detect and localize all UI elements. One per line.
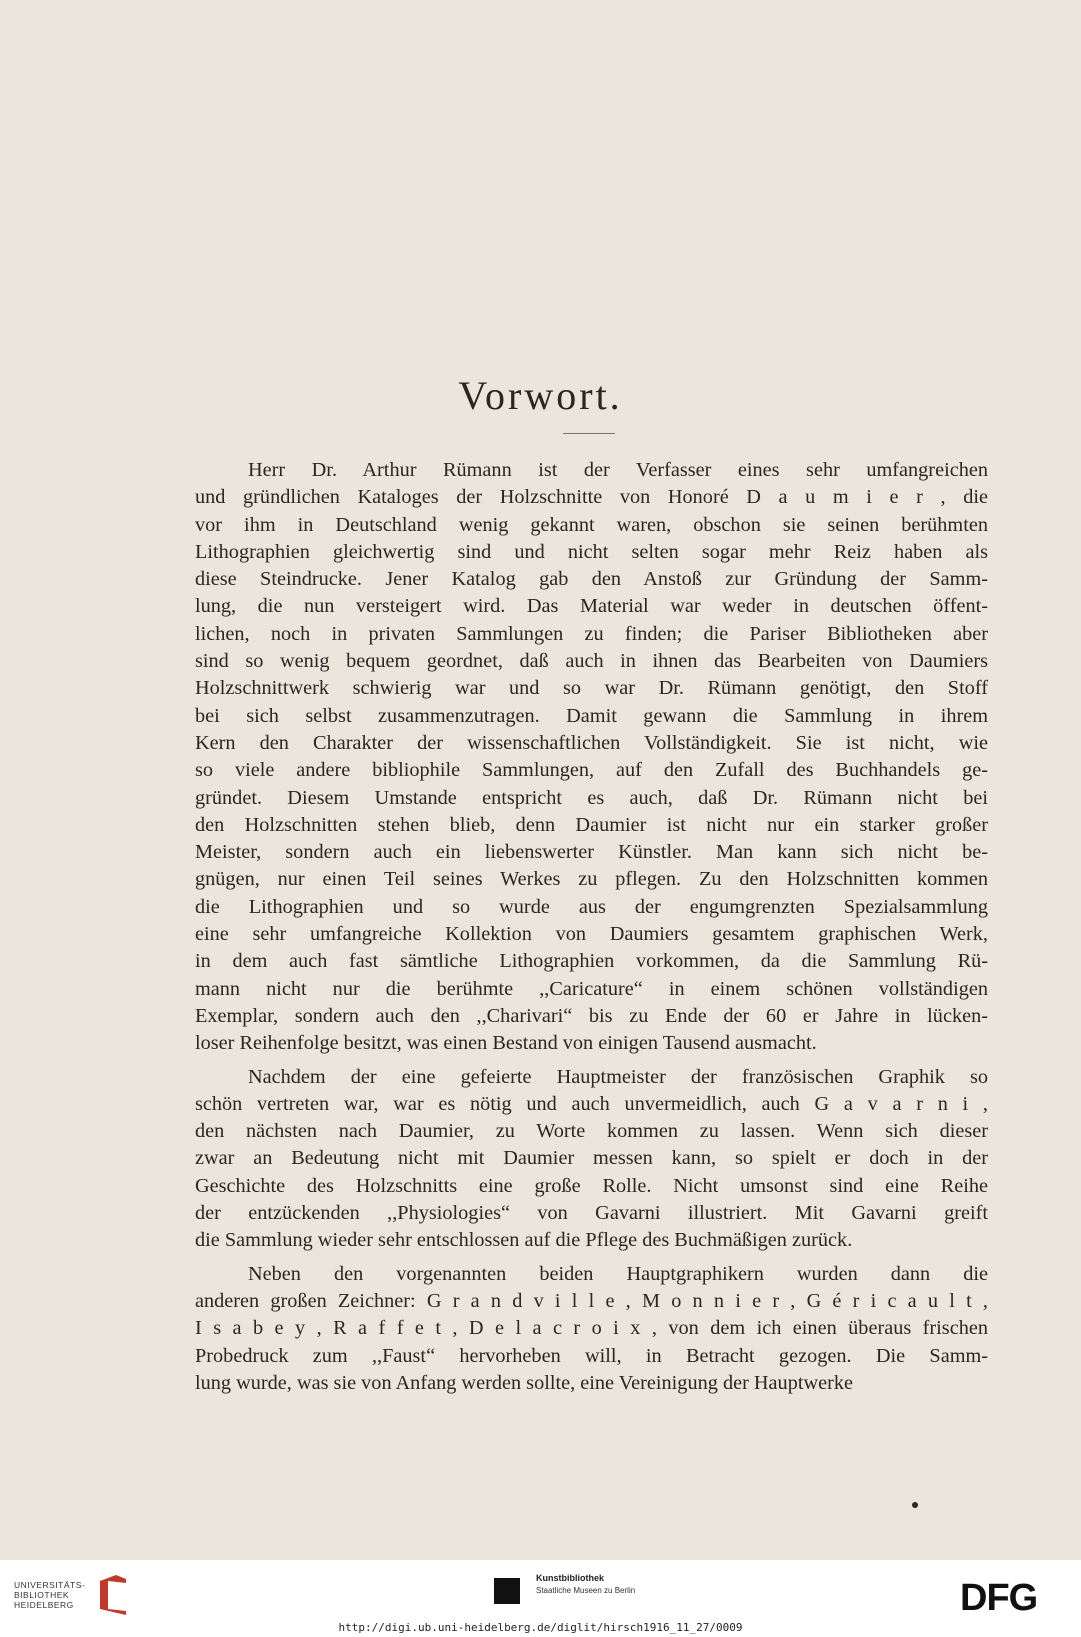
text-line: loser Reihenfolge besitzt, was einen Bestand von einigen Tausend ausmacht. bbox=[195, 1032, 817, 1055]
text-line: zwar an Bedeutung nicht mit Daumier messen kann, so spielt er doch in der bbox=[195, 1147, 988, 1170]
kunstbibliothek-name: Kunstbibliothek bbox=[536, 1573, 604, 1583]
paragraph-2 bbox=[195, 1064, 988, 1261]
text-line: gnügen, nur einen Teil seines Werkes zu pflegen. Zu den Holzschnitten kommen bbox=[195, 868, 988, 891]
text-line: diese Steindrucke. Jener Katalog gab den Anstoß zur Gründung der Samm- bbox=[195, 568, 988, 591]
kunstbibliothek-logo-icon bbox=[494, 1578, 520, 1604]
text-line: Holzschnittwerk schwierig war und so war Dr. Rümann genötigt, den Stoff bbox=[195, 677, 988, 700]
title-rule bbox=[563, 433, 615, 434]
text-line: lichen, noch in privaten Sammlungen zu finden; die Pariser Bibliotheken aber bbox=[195, 622, 988, 645]
text-line: Exemplar, sondern auch den ,,Charivari“ bis zu Ende der 60 er Jahre in lücken- bbox=[195, 1004, 988, 1027]
dfg-logo: DFG bbox=[960, 1577, 1038, 1619]
text-line: I s a b e y , R a f f e t , D e l a c r o i x , von dem ich einen überaus frischen bbox=[195, 1317, 988, 1340]
text-line: Herr Dr. Arthur Rümann ist der Verfasser eines sehr umfangreichen bbox=[248, 459, 988, 481]
university-logo-icon bbox=[96, 1571, 130, 1617]
page-title: Vorwort. bbox=[458, 373, 623, 418]
text-line: lung wurde, was sie von Anfang werden sollte, eine Vereinigung der Hauptwerke bbox=[195, 1371, 854, 1394]
text-line: schön vertreten war, war es nötig und auch unvermeidlich, auch G a v a r n i , bbox=[195, 1092, 988, 1115]
kunstbibliothek-label bbox=[536, 1573, 635, 1595]
text-line: Kern den Charakter der wissenschaftlichen Vollständigkeit. Sie ist nicht, wie bbox=[195, 731, 988, 754]
text-line: Lithographien gleichwertig sind und nicht selten sogar mehr Reiz haben als bbox=[195, 540, 988, 563]
paragraph-3 bbox=[195, 1261, 988, 1397]
text-line: und gründlichen Kataloges der Holzschnitte von Honoré D a u m i e r , die bbox=[195, 486, 988, 509]
text-line: Neben den vorgenannten beiden Hauptgraphikern wurden dann die bbox=[248, 1262, 988, 1285]
text-line: anderen großen Zeichner: G r a n d v i l l e , M o n n i e r , G é r i c a u l t , bbox=[195, 1289, 988, 1312]
uni-line-2: BIBLIOTHEK bbox=[14, 1590, 70, 1600]
text-line: die Lithographien und so wurde aus der engumgrenzten Spezialsammlung bbox=[195, 895, 988, 918]
ink-dot bbox=[912, 1502, 918, 1508]
kunstbibliothek-subtitle: Staatliche Museen zu Berlin bbox=[536, 1586, 636, 1595]
text-line: mann nicht nur die berühmte ,,Caricature“ in einem schönen vollständigen bbox=[195, 977, 988, 1000]
text-line: eine sehr umfangreiche Kollektion von Daumiers gesamtem graphischen Werk, bbox=[195, 923, 988, 946]
text-line: der entzückenden ,,Physiologies“ von Gavarni illustriert. Mit Gavarni greift bbox=[195, 1202, 988, 1225]
text-line: gründet. Diesem Umstande entspricht es auch, daß Dr. Rümann nicht bei bbox=[195, 786, 988, 809]
text-line: in dem auch fast sämtliche Lithographien vorkommen, da die Sammlung Rü- bbox=[195, 950, 988, 973]
text-line: den nächsten nach Daumier, zu Worte kommen zu lassen. Wenn sich dieser bbox=[195, 1120, 988, 1143]
text-line: bei sich selbst zusammenzutragen. Damit gewann die Sammlung in ihrem bbox=[195, 704, 988, 727]
text-line: Geschichte des Holzschnitts eine große Rolle. Nicht umsonst sind eine Reihe bbox=[195, 1174, 988, 1197]
uni-line-1: UNIVERSITÄTS- bbox=[14, 1580, 86, 1590]
text-line: Nachdem der eine gefeierte Hauptmeister der französischen Graphik so bbox=[248, 1065, 988, 1088]
paragraph-1 bbox=[195, 457, 988, 1064]
text-line: Probedruck zum ,,Faust“ hervorheben will, in Betracht gezogen. Die Samm- bbox=[195, 1344, 988, 1367]
text-line: den Holzschnitten stehen blieb, denn Daumier ist nicht nur ein starker großer bbox=[195, 813, 988, 836]
source-url-link[interactable]: http://digi.ub.uni-heidelberg.de/diglit/hirsch1916_11_27/0009 bbox=[338, 1621, 743, 1634]
text-line: lung, die nun versteigert wird. Das Material war weder in deutschen öffent- bbox=[195, 595, 988, 618]
text-line: Meister, sondern auch ein liebenswerter Künstler. Man kann sich nicht be- bbox=[195, 841, 988, 864]
text-line: vor ihm in Deutschland wenig gekannt waren, obschon sie seinen berühmten bbox=[195, 513, 988, 536]
text-line: so viele andere bibliophile Sammlungen, auf den Zufall des Buchhandels ge- bbox=[195, 759, 988, 782]
text-line: die Sammlung wieder sehr entschlossen auf die Pflege des Buchmäßigen zurück. bbox=[195, 1229, 853, 1252]
text-line: sind so wenig bequem geordnet, daß auch in ihnen das Bearbeiten von Daumiers bbox=[195, 650, 988, 673]
university-library-label bbox=[14, 1580, 85, 1610]
body-text bbox=[195, 457, 988, 1397]
uni-line-3: HEIDELBERG bbox=[14, 1600, 74, 1610]
